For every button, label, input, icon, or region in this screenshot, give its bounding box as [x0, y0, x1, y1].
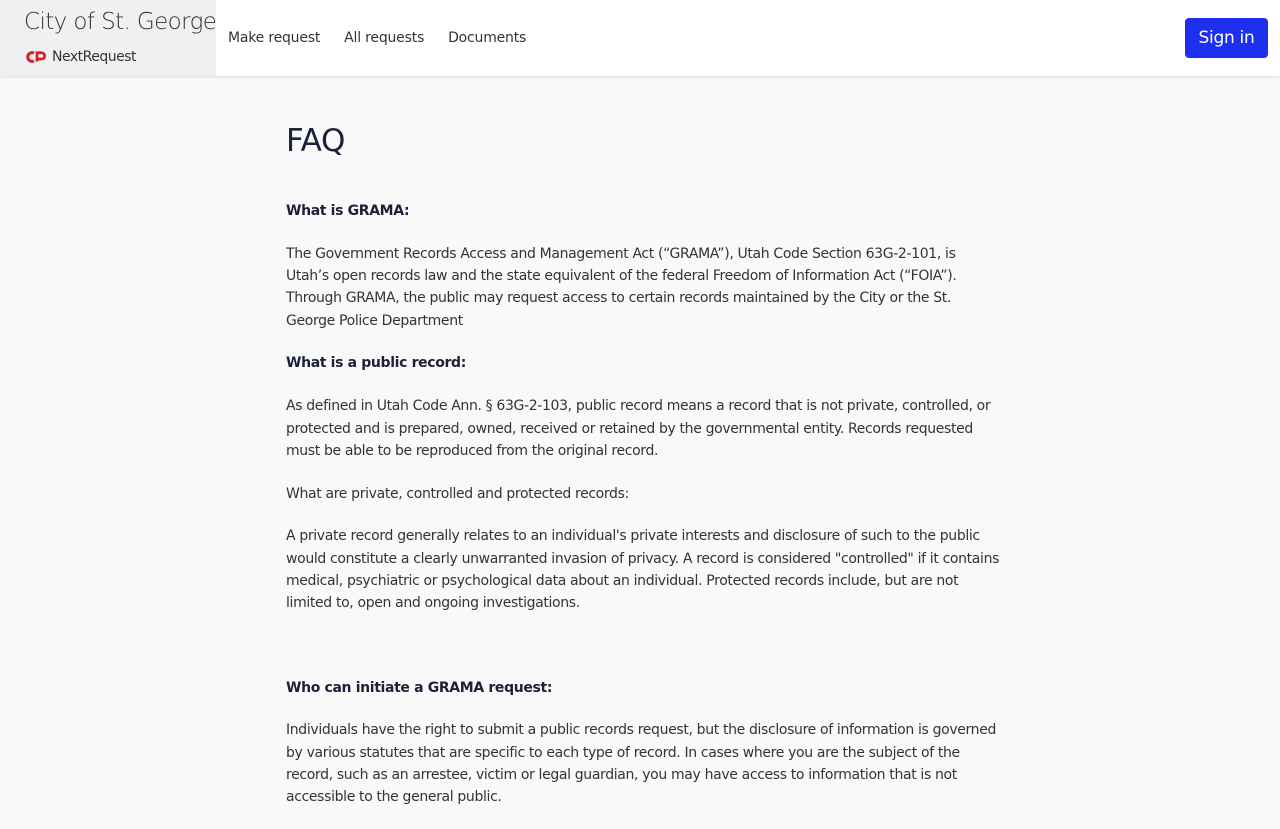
top-navbar	[0, 0, 1280, 76]
nav-make-request[interactable]: Make request	[228, 30, 321, 46]
faq-answer: As defined in Utah Code Ann. § 63G-2-103, public record means a record that is not private, controlled, or protected and is prepared, owned, received or retained by the governmental entity. Records requested must be able to be reproduced from the original record.	[286, 398, 991, 459]
nextrequest-brand	[25, 49, 136, 65]
nextrequest-label: NextRequest	[52, 49, 136, 65]
page-title: FAQ	[286, 123, 346, 159]
faq-question: What is a public record:	[286, 355, 466, 372]
brand-block[interactable]	[0, 0, 216, 76]
nav-all-requests[interactable]: All requests	[344, 30, 425, 46]
faq-answer: The Government Records Access and Management Act (“GRAMA”), Utah Code Section 63G-2-101, is Utah’s open records law and the state equivalent of the federal Freedom of Information Act (“FOIA”). Through GRAMA, the public may request access to certain records maintained by the City or the St. George Police Department	[286, 245, 957, 329]
main-nav	[216, 0, 538, 76]
faq-answer: Individuals have the right to submit a public records request, but the disclosure of information is governed by various statutes that are specific to each type of record. In cases where you are the subject of the record, such as an arrestee, victim or legal guardian, you may have access to information that is not accessible to the general public.	[286, 722, 996, 806]
faq-question: What is GRAMA:	[286, 203, 410, 219]
faq-question: What are private, controlled and protected records:	[286, 485, 629, 502]
sign-in-button[interactable]: Sign in	[1185, 18, 1268, 58]
nextrequest-logo-icon	[25, 50, 47, 64]
nav-documents[interactable]: Documents	[448, 30, 527, 46]
faq-list	[286, 200, 1000, 809]
faq-answer: A private record generally relates to an individual's private interests and disclosure of such to the public would constitute a clearly unwarranted invasion of privacy. A record is considered "controlled" if it contains medical, psychiatric or psychological data about an individual. Protected records include, but are not limited to, open and ongoing investigations.	[286, 528, 1000, 612]
faq-content	[286, 76, 1000, 829]
faq-question: Who can initiate a GRAMA request:	[286, 679, 553, 696]
agency-title[interactable]: City of St. George	[24, 9, 217, 35]
